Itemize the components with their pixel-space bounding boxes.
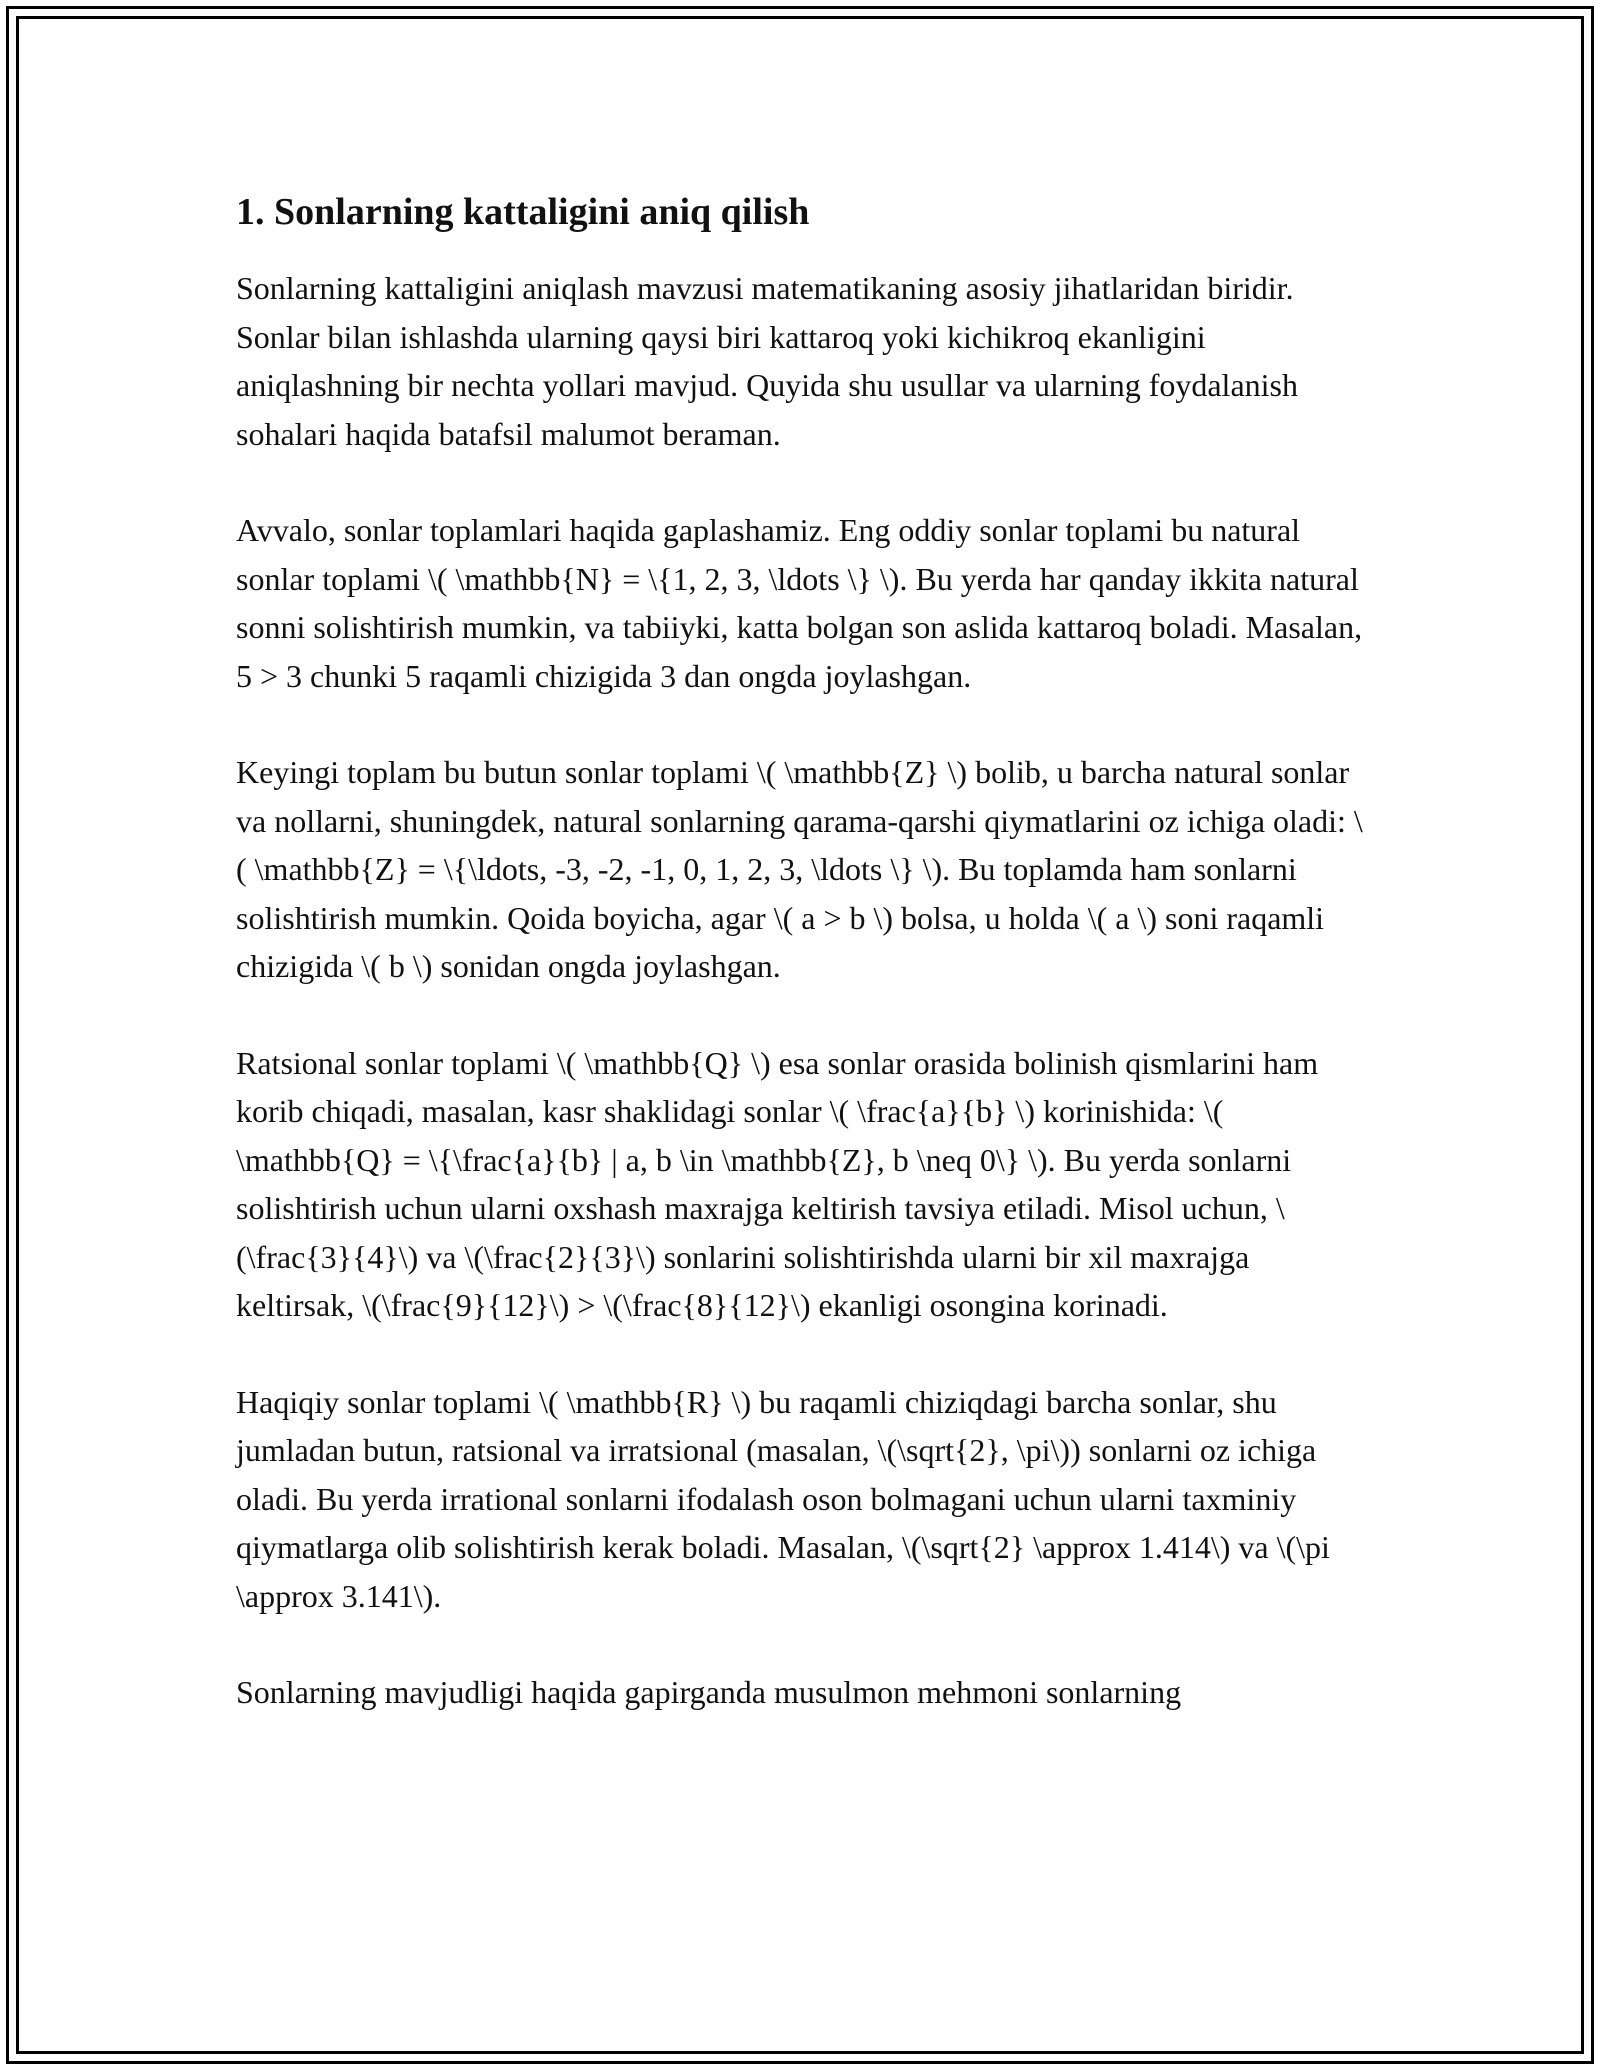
document-body: [236, 186, 1366, 1765]
paragraph-integers: Keyingi toplam bu butun sonlar toplami \( \mathbb{Z} \) bolib, u barcha natural sonlar va nollarni, shuningdek, natural sonlarning qarama-qarshi qiymatlarini oz ichiga oladi: \( \mathbb{Z} = \{\ldots, -3, -2, -1, 0, 1, 2, 3, \ldots \} \). Bu toplamda ham sonlarni solishtirish mumkin. Qoida boyicha, agar \( a > b \) bolsa, u holda \( a \) soni raqamli chizigida \( b \) sonidan ongda joylashgan.: [236, 754, 1363, 984]
paragraph-intro: Sonlarning kattaligini aniqlash mavzusi matematikaning asosiy jihatlaridan biridir. Sonlar bilan ishlashda ularning qaysi biri kattaroq yoki kichikroq ekanligini aniqlashning bir nechta yollari mavjud. Quyida shu usullar va ularning foydalanish sohalari haqida batafsil malumot beraman.: [236, 270, 1298, 452]
paragraph-continued: Sonlarning mavjudligi haqida gapirganda musulmon mehmoni sonlarning: [236, 1674, 1182, 1710]
paragraph-rational-numbers: Ratsional sonlar toplami \( \mathbb{Q} \) esa sonlar orasida bolinish qismlarini ham korib chiqadi, masalan, kasr shaklidagi sonlar \( \frac{a}{b} \) korinishida: \( \mathbb{Q} = \{\frac{a}{b} | a, b \in \mathbb{Z}, b \neq 0\} \). Bu yerda sonlarni solishtirish uchun ularni oxshash maxrajga keltirish tavsiya etiladi. Misol uchun, \(\frac{3}{4}\) va \(\frac{2}{3}\) sonlarini solishtirishda ularni bir xil maxrajga keltirsak, \(\frac{9}{12}\) > \(\frac{8}{12}\) ekanligi osongina korinadi.: [236, 1044, 1319, 1323]
paragraph-natural-numbers: Avvalo, sonlar toplamlari haqida gaplashamiz. Eng oddiy sonlar toplami bu natural sonlar toplami \( \mathbb{N} = \{1, 2, 3, \ldots \} \). Bu yerda har qanday ikkita natural sonni solishtirish mumkin, va tabiiyki, katta bolgan son aslida kattaroq boladi. Masalan, 5 > 3 chunki 5 raqamli chizigida 3 dan ongda joylashgan.: [236, 512, 1363, 694]
paragraph-real-numbers: Haqiqiy sonlar toplami \( \mathbb{R} \) bu raqamli chiziqdagi barcha sonlar, shu jumladan butun, ratsional va irratsional (masalan, \(\sqrt{2}, \pi\)) sonlarni oz ichiga oladi. Bu yerda irrational sonlarni ifodalash oson bolmagani uchun ularni taxminiy qiymatlarga olib solishtirish kerak boladi. Masalan, \(\sqrt{2} \approx 1.414\) va \(\pi \approx 3.141\).: [236, 1383, 1330, 1614]
section-heading: 1. Sonlarning kattaligini aniq qilish: [236, 191, 810, 233]
